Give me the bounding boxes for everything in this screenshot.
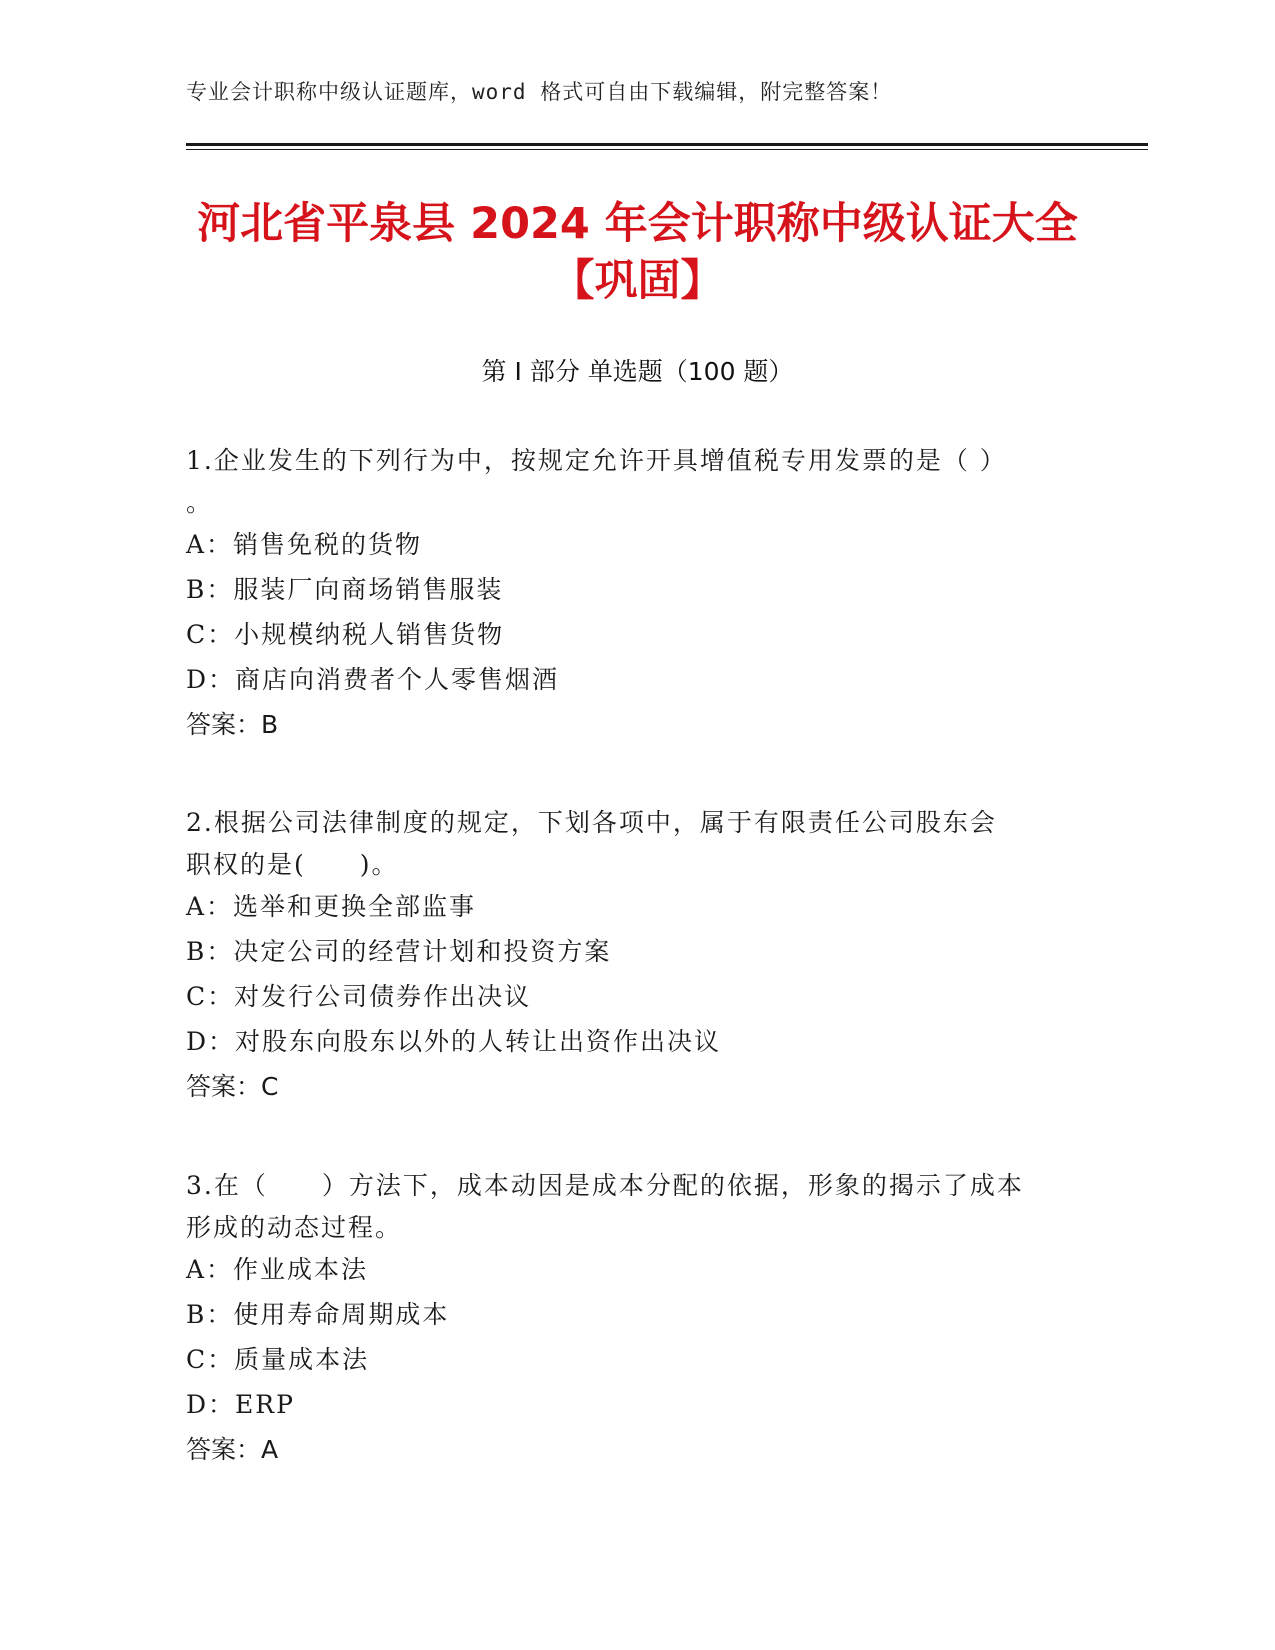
option-d: D：商店向消费者个人零售烟酒: [186, 665, 560, 694]
option-d: D：对股东向股东以外的人转让出资作出决议: [186, 1027, 722, 1056]
question-stem: 3.在（ ）方法下，成本动因是成本分配的依据，形象的揭示了成本: [186, 1171, 1024, 1200]
option-b: B：决定公司的经营计划和投资方案: [186, 937, 612, 966]
option-c: C：小规模纳税人销售货物: [186, 620, 505, 649]
question-stem: 2.根据公司法律制度的规定，下划各项中，属于有限责任公司股东会: [186, 808, 997, 837]
option-c: C：对发行公司债券作出决议: [186, 982, 532, 1011]
question-2: [186, 802, 1086, 1102]
option-a: A：作业成本法: [186, 1255, 369, 1284]
question-stem-continued: 形成的动态过程。: [186, 1213, 403, 1242]
option-b: B：服装厂向商场销售服装: [186, 575, 504, 604]
document-title-line2: 【巩固】: [551, 256, 724, 306]
header-rule-thick: [186, 143, 1148, 146]
document-title-line1: 河北省平泉县 2024 年会计职称中级认证大全: [197, 199, 1078, 249]
question-stem-continued: 职权的是( )。: [186, 850, 399, 879]
question-stem: 1.企业发生的下列行为中，按规定允许开具增值税专用发票的是（ ）: [186, 446, 1007, 475]
option-b: B：使用寿命周期成本: [186, 1300, 450, 1329]
option-c: C：质量成本法: [186, 1345, 370, 1374]
option-a: A：选举和更换全部监事: [186, 892, 477, 921]
question-stem-continued: 。: [186, 488, 214, 517]
answer: 答案：A: [186, 1435, 279, 1464]
answer: 答案：B: [186, 710, 279, 739]
section-heading: 第 I 部分 单选题（100 题）: [481, 357, 794, 386]
header-note: 专业会计职称中级认证题库，word 格式可自由下载编辑，附完整答案！: [186, 80, 893, 104]
document-title: [150, 196, 1125, 310]
question-1: [186, 440, 1086, 740]
option-d: D：ERP: [186, 1390, 295, 1419]
header-rule-thin: [186, 149, 1148, 150]
answer: 答案：C: [186, 1072, 279, 1101]
question-3: [186, 1165, 1086, 1465]
option-a: A：销售免税的货物: [186, 530, 423, 559]
